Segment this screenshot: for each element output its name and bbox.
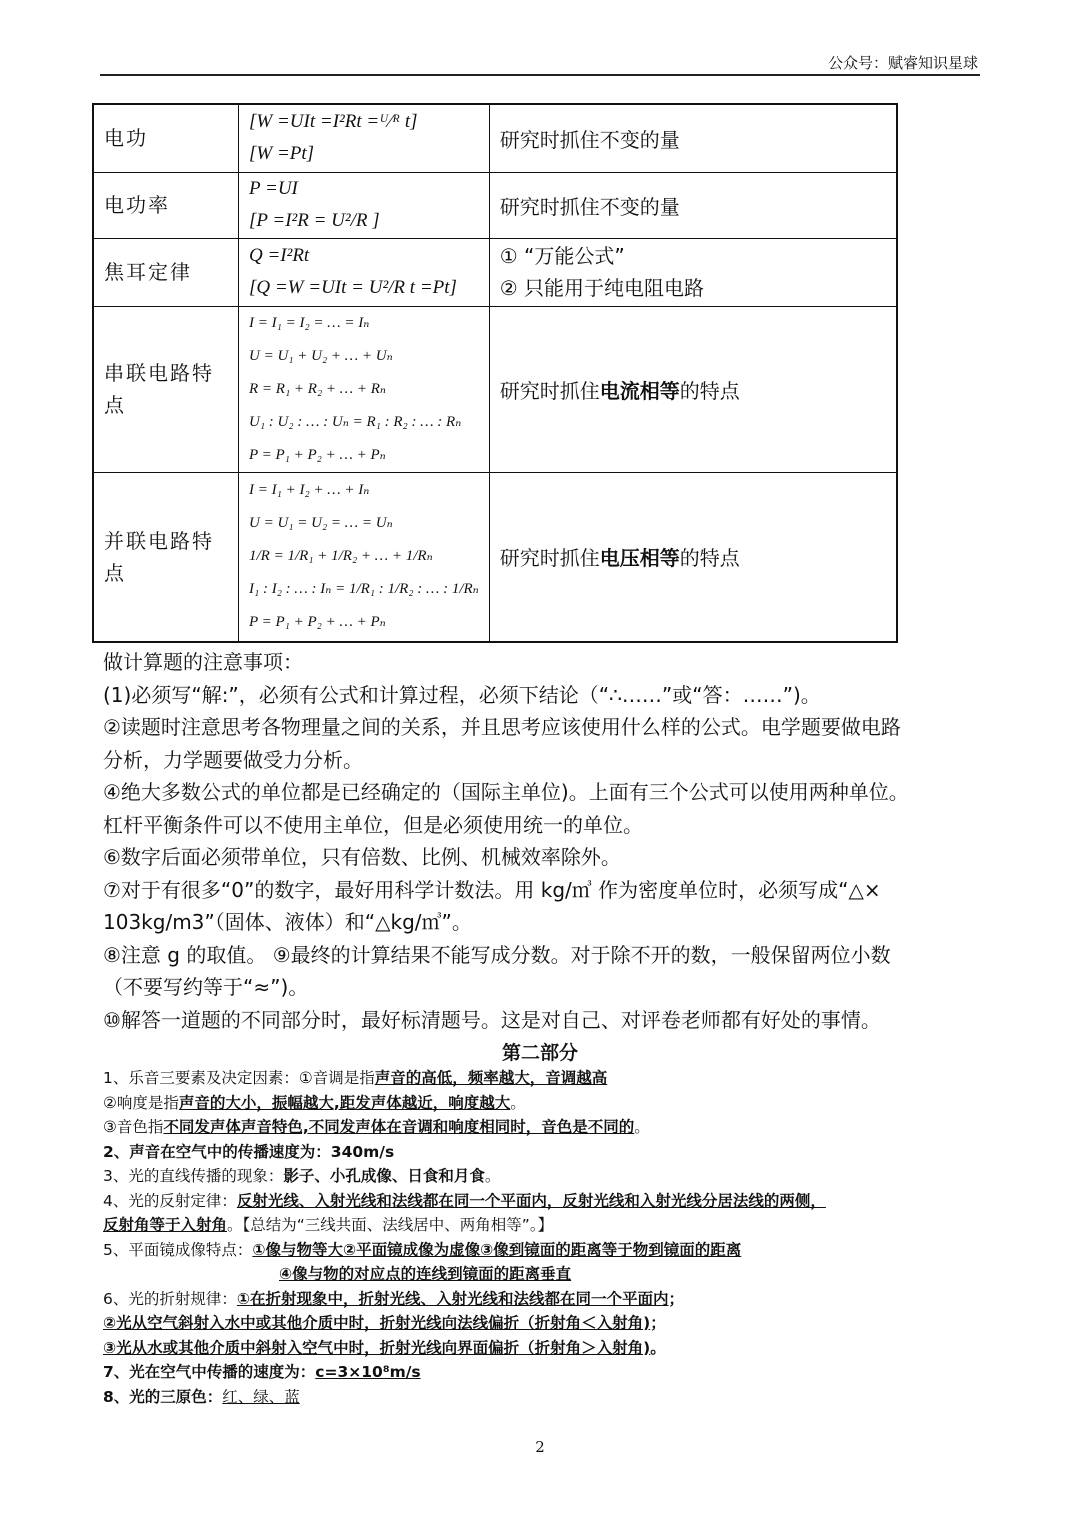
formula-line: U = U₁ = U₂ = … = Uₙ xyxy=(249,515,393,532)
note-line: ① “万能公式” xyxy=(499,244,625,268)
notes-line: ⑦对于有很多“0”的数字，最好用科学计数法。用 kg/㎥ 作为密度单位时，必须写成“△× xyxy=(103,877,881,902)
item-prefix: ②响度是指 xyxy=(103,1093,179,1112)
formula-line: [P =I²R = U²/R ] xyxy=(249,210,380,231)
formula-line: P =UI xyxy=(249,178,298,199)
note-emphasis: 电压相等 xyxy=(599,546,680,571)
notes-title: 做计算题的注意事项： xyxy=(103,650,303,674)
item-emphasis: 反射角等于入射角 xyxy=(103,1216,228,1234)
formula-line: Q =I²Rt xyxy=(249,245,310,266)
item-emphasis: 340m/s xyxy=(330,1142,395,1161)
item-prefix: 6、光的折射规律： xyxy=(103,1289,237,1308)
list-item xyxy=(103,1287,983,1312)
formula-line: I = I₁ + I₂ + … + Iₙ xyxy=(249,482,370,499)
row-name: 并联电路特点 xyxy=(93,472,239,642)
list-item xyxy=(103,1385,983,1410)
notes-line: 分析，力学题要做受力分析。 xyxy=(103,747,363,772)
list-item xyxy=(103,1066,983,1091)
item-prefix: 8、光的三原色： xyxy=(103,1387,223,1406)
item-emphasis: 反射光线、入射光线和法线都在同一个平面内，反射光线和入射光线分居法线的两侧， xyxy=(236,1191,826,1210)
header-tag: 公众号：赋睿知识星球 xyxy=(827,54,978,72)
item-prefix: 2、声音在空气中的传播速度为： xyxy=(103,1142,331,1161)
formula-table xyxy=(92,103,898,643)
list-item xyxy=(103,1360,983,1385)
table-row xyxy=(93,104,897,172)
formula-line: [W =Pt] xyxy=(249,143,315,165)
table-row xyxy=(93,172,897,238)
list-item xyxy=(103,1238,983,1263)
note-cell xyxy=(489,472,897,642)
item-suffix: ； xyxy=(668,1289,685,1308)
formula-cell xyxy=(239,104,490,172)
item-emphasis: ②光从空气斜射入水中或其他介质中时，折射光线向法线偏折（折射角＜入射角) xyxy=(103,1314,651,1332)
note-text: 的特点 xyxy=(679,546,740,571)
list-item xyxy=(103,1311,983,1336)
row-name: 串联电路特点 xyxy=(93,306,239,472)
item-emphasis: c=3×10⁸m/s xyxy=(315,1363,421,1381)
note-cell: 研究时抓住不变的量 xyxy=(489,172,897,238)
notes-line: 杠杆平衡条件可以不使用主单位，但是必须使用统一的单位。 xyxy=(103,812,643,837)
item-prefix: 7、光在空气中传播的速度为： xyxy=(103,1363,316,1381)
formula-line: U₁ : U₂ : … : Uₙ = R₁ : R₂ : … : Rₙ xyxy=(249,413,462,430)
table-row xyxy=(93,472,897,642)
formula-line: R = R₁ + R₂ + … + Rₙ xyxy=(249,380,386,397)
notes-line: (1)必须写“解:”，必须有公式和计算过程，必须下结论（“∴……”或“答：……”)。 xyxy=(103,682,821,707)
list-item xyxy=(103,1115,983,1140)
note-text: 的特点 xyxy=(679,378,740,403)
item-suffix: ； xyxy=(650,1314,666,1332)
notes-line: ⑧注意 g 的取值。 ⑨最终的计算结果不能写成分数。对于除不开的数，一般保留两位小数 xyxy=(103,942,891,967)
row-name: 焦耳定律 xyxy=(93,238,239,306)
item-prefix: 3、光的直线传播的现象： xyxy=(103,1167,284,1185)
item-suffix: 。【总结为“三线共面、法线居中、两角相等”。】 xyxy=(227,1216,554,1234)
note-text: 研究时抓住 xyxy=(499,546,600,571)
table-row xyxy=(93,238,897,306)
section-title: 第二部分 xyxy=(501,1042,578,1064)
item-emphasis: ③光从水或其他介质中斜射入空气中时，折射光线向界面偏折（折射角＞入射角) xyxy=(103,1338,651,1357)
row-name: 电功率 xyxy=(93,172,239,238)
formula-cell xyxy=(239,306,490,472)
header-rule xyxy=(100,74,980,76)
list-item xyxy=(103,1164,983,1189)
formula-line: 1/R = 1/R₁ + 1/R₂ + … + 1/Rₙ xyxy=(249,548,433,565)
item-emphasis: ①像与物等大②平面镜成像为虚像③像到镜面的距离等于物到镜面的距离 xyxy=(252,1240,742,1259)
item-suffix: 。 xyxy=(650,1338,666,1357)
list-item xyxy=(103,1140,983,1165)
note-line: ② 只能用于纯电阻电路 xyxy=(499,276,705,300)
notes-line: ④绝大多数公式的单位都是已经确定的（国际主单位)。上面有三个公式可以使用两种单位。 xyxy=(103,780,909,804)
notes-line: （不要写约等于“≈”)。 xyxy=(103,975,309,999)
list-item xyxy=(103,1091,983,1116)
formula-cell xyxy=(239,172,490,238)
notes-line: ②读题时注意思考各物理量之间的关系，并且思考应该使用什么样的公式。电学题要做电路 xyxy=(103,715,901,739)
formula-line: [Q =W =UIt = U²/R t =Pt] xyxy=(249,277,457,298)
note-cell: 研究时抓住不变的量 xyxy=(489,104,897,172)
item-emphasis: 红、绿、蓝 xyxy=(222,1387,300,1406)
list-item xyxy=(103,1213,983,1238)
note-text: 研究时抓住 xyxy=(499,378,600,403)
formula-cell xyxy=(239,238,490,306)
formula-line: P = P₁ + P₂ + … + Pₙ xyxy=(249,614,386,631)
notes-line: ⑩解答一道题的不同部分时，最好标清题号。这是对自己、对评卷老师都有好处的事情。 xyxy=(103,1007,881,1032)
item-emphasis: ④像与物的对应点的连线到镜面的距离垂直 xyxy=(279,1265,572,1283)
formula-line: I₁ : I₂ : … : Iₙ = 1/R₁ : 1/R₂ : … : 1/Rₙ xyxy=(249,581,479,598)
notes-line: 103kg/m3”（固体、液体）和“△kg/㎥”。 xyxy=(103,910,472,934)
formula-line: [W =UIt =I²Rt =ᵁ⁄ᴿ t] xyxy=(249,111,418,133)
item-prefix: 1、乐音三要素及决定因素：①音调是指 xyxy=(103,1069,375,1087)
note-cell xyxy=(489,238,897,306)
page-number: 2 xyxy=(535,1438,545,1456)
item-suffix: 。 xyxy=(510,1093,526,1112)
part2-list xyxy=(103,1066,983,1409)
note-cell xyxy=(489,306,897,472)
item-prefix: 5、平面镜成像特点： xyxy=(103,1240,253,1259)
list-item xyxy=(103,1189,983,1214)
item-prefix: 4、光的反射定律： xyxy=(103,1191,237,1210)
item-suffix: 。 xyxy=(484,1167,501,1185)
notes-line: ⑥数字后面必须带单位，只有倍数、比例、机械效率除外。 xyxy=(103,845,621,869)
formula-cell xyxy=(239,472,490,642)
row-name: 电功 xyxy=(93,104,239,172)
item-emphasis: ①在折射现象中，折射光线、入射光线和法线都在同一个平面内 xyxy=(236,1289,669,1308)
item-emphasis: 声音的高低，频率越大，音调越高 xyxy=(374,1069,608,1087)
table-row xyxy=(93,306,897,472)
note-emphasis: 电流相等 xyxy=(599,378,680,403)
list-item xyxy=(103,1336,983,1361)
list-item xyxy=(103,1262,983,1287)
notes-section xyxy=(103,646,983,1036)
item-suffix: 。 xyxy=(634,1118,650,1136)
item-prefix: ③音色指 xyxy=(103,1118,164,1136)
formula-line: I = I₁ = I₂ = … = Iₙ xyxy=(249,314,370,331)
item-emphasis: 不同发声体声音特色,不同发声体在音调和响度相同时，音色是不同的 xyxy=(163,1118,635,1136)
item-emphasis: 影子、小孔成像、日食和月食 xyxy=(283,1167,485,1185)
formula-line: U = U₁ + U₂ + … + Uₙ xyxy=(249,347,393,364)
formula-line: P = P₁ + P₂ + … + Pₙ xyxy=(249,446,386,463)
item-emphasis: 声音的大小，振幅越大,距发声体越近，响度越大 xyxy=(178,1093,511,1112)
